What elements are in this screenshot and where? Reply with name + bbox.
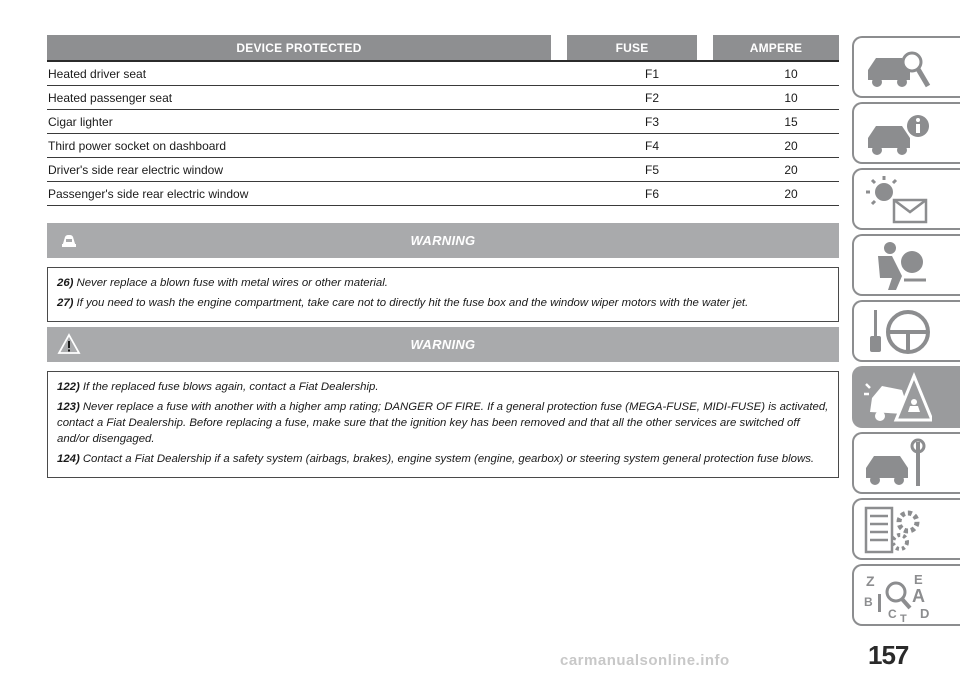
letter-z: Z bbox=[866, 573, 875, 589]
device-cell: Heated driver seat bbox=[48, 66, 147, 81]
note-number: 124) bbox=[57, 453, 80, 465]
table-row bbox=[47, 62, 839, 86]
tab-in-an-emergency[interactable] bbox=[852, 366, 960, 428]
car-maintenance-icon bbox=[862, 438, 932, 490]
device-cell: Driver's side rear electric window bbox=[48, 162, 224, 177]
warning-item bbox=[57, 275, 829, 291]
car-emergency-icon bbox=[862, 372, 932, 424]
fuse-cell: F5 bbox=[644, 162, 659, 177]
tab-lights-messages[interactable] bbox=[852, 168, 960, 230]
warning-text-box bbox=[47, 371, 839, 478]
table-header bbox=[47, 35, 839, 60]
table-row bbox=[47, 86, 839, 110]
warning-item bbox=[57, 379, 829, 395]
fuse-cell: F2 bbox=[644, 90, 659, 105]
device-cell: Heated passenger seat bbox=[48, 90, 173, 105]
fuse-cell: F4 bbox=[644, 138, 659, 153]
tab-safety[interactable] bbox=[852, 234, 960, 296]
lights-message-icon bbox=[862, 174, 932, 226]
tab-maintenance[interactable] bbox=[852, 432, 960, 494]
device-cell: Cigar lighter bbox=[48, 114, 113, 129]
tab-technical-specs[interactable] bbox=[852, 498, 960, 560]
car-info-icon bbox=[862, 108, 932, 160]
key-steering-wheel-icon bbox=[862, 306, 932, 358]
fuse-cell: F6 bbox=[644, 186, 659, 201]
fuse-table bbox=[47, 35, 839, 206]
tab-car-search[interactable] bbox=[852, 36, 960, 98]
warning-banner bbox=[47, 327, 839, 362]
note-text: If the replaced fuse blows again, contact a Fiat Dealership. bbox=[82, 381, 379, 393]
car-warning-icon bbox=[57, 228, 81, 252]
warning-title: WARNING bbox=[410, 337, 476, 352]
header-device-protected: DEVICE PROTECTED bbox=[47, 35, 551, 60]
warning-item bbox=[57, 399, 829, 447]
table-body bbox=[47, 60, 839, 206]
exclamation-triangle-icon bbox=[57, 332, 81, 356]
device-cell: Third power socket on dashboard bbox=[48, 138, 227, 153]
note-number: 122) bbox=[57, 381, 80, 393]
note-number: 26) bbox=[57, 277, 74, 289]
ampere-cell: 20 bbox=[784, 162, 798, 177]
page-number: 157 bbox=[868, 640, 909, 670]
table-row bbox=[47, 182, 839, 206]
warning-banner bbox=[47, 223, 839, 258]
table-row bbox=[47, 158, 839, 182]
note-text: Never replace a blown fuse with metal wires or other material. bbox=[76, 277, 388, 289]
note-text: If you need to wash the engine compartment, take care not to directly hit the fuse box and the window wiper motors with the water jet. bbox=[76, 297, 749, 309]
note-number: 27) bbox=[57, 297, 74, 309]
letter-t: T bbox=[900, 613, 907, 622]
note-text: Never replace a fuse with another with a higher amp rating; DANGER OF FIRE. If a general protection fuse (MEGA-FUSE, MIDI-FUSE) is activated, contact a Fiat Dealership. Before replacing a fuse, make sure that the ignition key has been removed and that all the other services are switched off and/or disengaged. bbox=[57, 401, 829, 445]
tab-starting-driving[interactable] bbox=[852, 300, 960, 362]
letter-a: A bbox=[912, 586, 925, 606]
letter-e: E bbox=[914, 572, 923, 587]
fuse-cell: F1 bbox=[644, 66, 659, 81]
header-ampere: AMPERE bbox=[713, 35, 839, 60]
table-row bbox=[47, 134, 839, 158]
specs-gears-icon bbox=[862, 504, 932, 556]
car-search-icon bbox=[862, 42, 932, 94]
alphabetical-index-icon bbox=[862, 570, 932, 622]
letter-b: B bbox=[864, 595, 873, 609]
ampere-cell: 20 bbox=[784, 186, 798, 201]
warning-text-box bbox=[47, 267, 839, 322]
letter-c: C bbox=[888, 607, 897, 621]
header-fuse: FUSE bbox=[567, 35, 697, 60]
fuse-cell: F3 bbox=[644, 114, 659, 129]
device-cell: Passenger's side rear electric window bbox=[48, 186, 249, 201]
warning-title: WARNING bbox=[410, 233, 476, 248]
letter-d: D bbox=[920, 606, 930, 621]
warning-item bbox=[57, 295, 829, 311]
watermark: carmanualsonline.info bbox=[560, 652, 730, 669]
ampere-cell: 10 bbox=[784, 66, 798, 81]
note-number: 123) bbox=[57, 401, 80, 413]
tab-car-info[interactable] bbox=[852, 102, 960, 164]
warning-item bbox=[57, 451, 829, 467]
ampere-cell: 10 bbox=[784, 90, 798, 105]
tab-index[interactable] bbox=[852, 564, 960, 626]
note-text: Contact a Fiat Dealership if a safety system (airbags, brakes), engine system (engine, gearbox) or steering system general protection fuse blows. bbox=[82, 453, 815, 465]
ampere-cell: 15 bbox=[784, 114, 798, 129]
seat-airbag-icon bbox=[862, 240, 932, 292]
table-row bbox=[47, 110, 839, 134]
ampere-cell: 20 bbox=[784, 138, 798, 153]
